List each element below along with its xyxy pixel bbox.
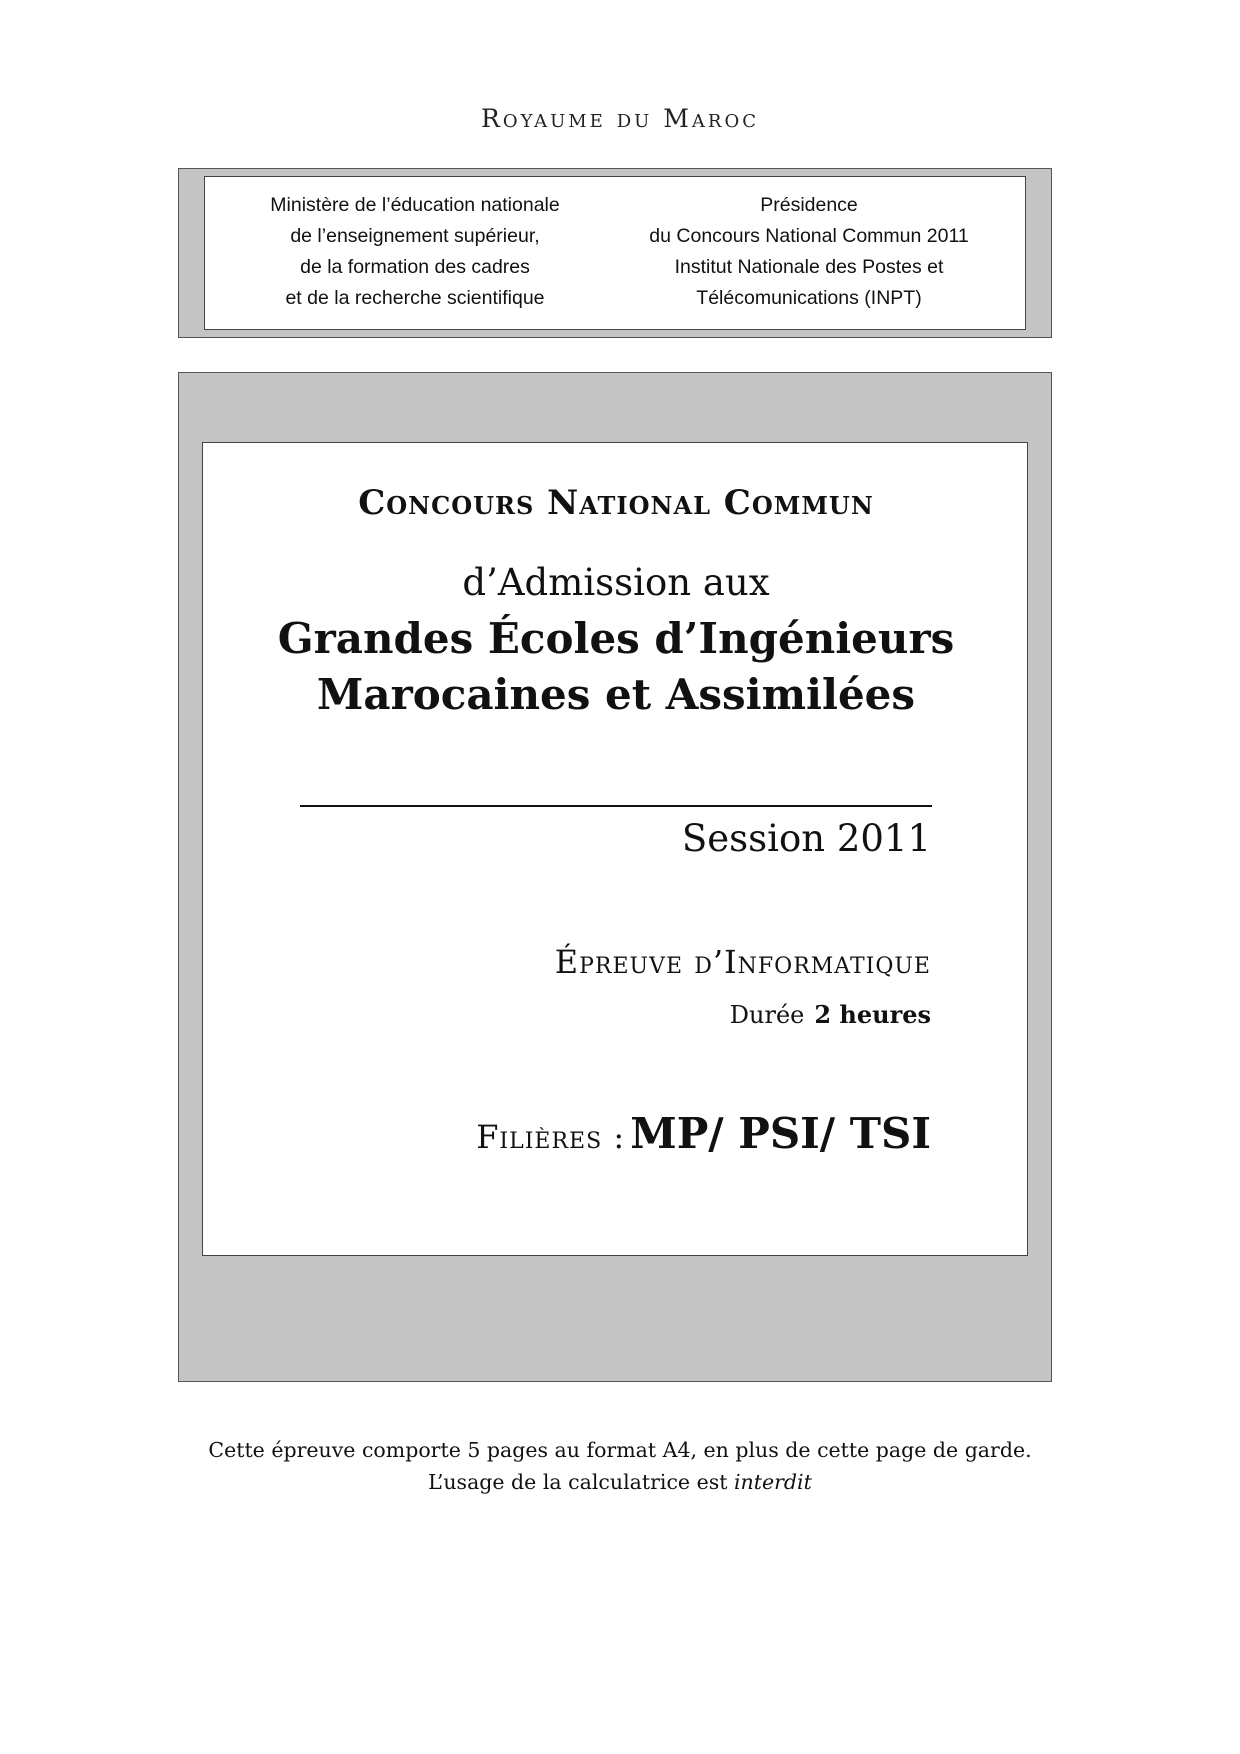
country-heading: Royaume du Maroc xyxy=(481,104,759,133)
ministry-block xyxy=(235,190,595,314)
tracks-label: Filières : xyxy=(476,1118,626,1156)
ministry-line: Ministère de l’éducation nationale xyxy=(270,194,560,216)
ministry-line: de la formation des cadres xyxy=(300,256,530,278)
duration xyxy=(730,1000,931,1029)
schools-line: Marocaines et Assimilées xyxy=(316,670,916,719)
calculator-note xyxy=(0,1470,1240,1494)
ministry-line: et de la recherche scientifique xyxy=(285,287,545,309)
tracks-value: MP/ PSI/ TSI xyxy=(630,1109,931,1158)
page-count-note: Cette épreuve comporte 5 pages au format A4, en plus de cette page de garde. xyxy=(208,1438,1032,1462)
calculator-note-text: L’usage de la calculatrice est xyxy=(428,1470,728,1494)
calculator-note-emphasis: interdit xyxy=(734,1470,812,1494)
contest-title: Concours National Commun xyxy=(358,483,874,523)
presidency-line: Présidence xyxy=(760,194,858,216)
session-label: Session 2011 xyxy=(681,817,931,860)
presidency-line: du Concours National Commun 2011 xyxy=(649,225,969,247)
ministry-line: de l’enseignement supérieur, xyxy=(290,225,540,247)
schools-title xyxy=(203,611,1029,723)
title-box xyxy=(202,442,1028,1256)
presidency-block xyxy=(605,190,1013,314)
presidency-line: Télécomunications (INPT) xyxy=(696,287,922,309)
schools-line: Grandes Écoles d’Ingénieurs xyxy=(277,614,955,663)
presidency-line: Institut Nationale des Postes et xyxy=(674,256,944,278)
duration-label: Durée xyxy=(729,1001,805,1029)
admission-subtitle: d’Admission aux xyxy=(462,561,770,604)
duration-value: 2 heures xyxy=(814,1000,931,1029)
tracks xyxy=(476,1109,931,1158)
header-box xyxy=(204,176,1026,330)
exam-title: Épreuve d’Informatique xyxy=(554,943,931,981)
divider-rule xyxy=(300,805,932,807)
